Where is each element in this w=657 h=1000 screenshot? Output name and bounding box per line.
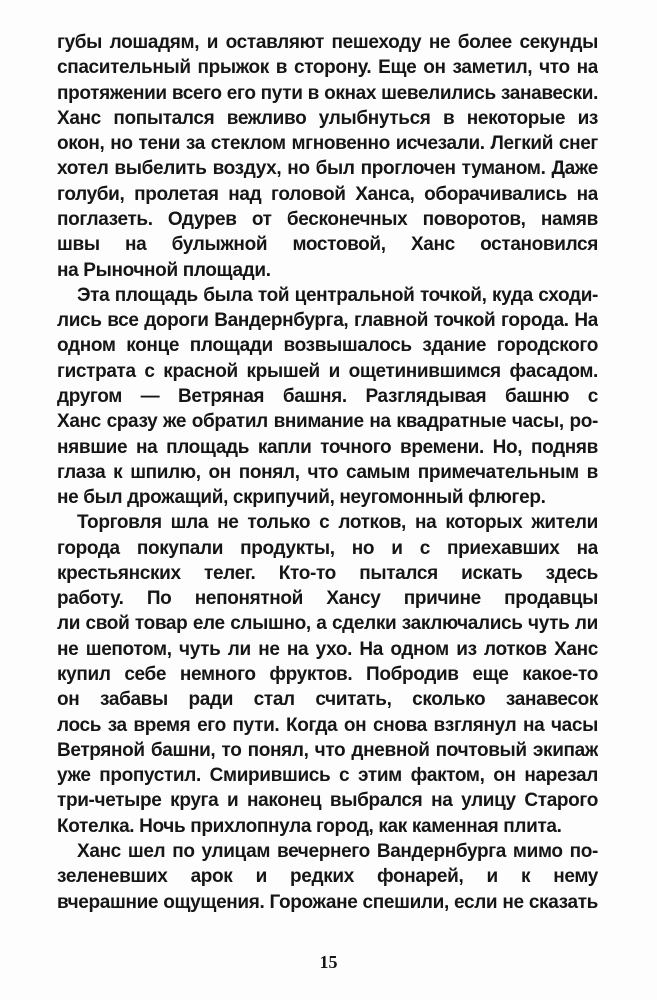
text-line: лось за время его пути. Когда он снова взглянул на часы (57, 714, 598, 736)
text-line: Ветряной башни, то понял, что дневной почтовый экипаж (57, 739, 598, 761)
text-line: окон, но тени за стеклом мгновенно исчезали. Легкий снег (57, 133, 598, 155)
text-line: глаза к шпилю, он понял, что самым примечательным в (57, 461, 598, 483)
text-line: поглазеть. Одурев от бесконечных поворотов, намяв (57, 208, 598, 230)
text-line: одном конце площади возвышалось здание городского (57, 335, 598, 357)
body-text (57, 30, 598, 915)
text-line: хотел выбелить воздух, но был проглочен туманом. Даже (57, 158, 598, 180)
text-line: Торговля шла не только с лотков, на которых жители (77, 512, 598, 534)
text-line: другом — Ветряная башня. Разглядывая башню с (57, 385, 598, 407)
text-line: три-четыре круга и наконец выбрался на улицу Старого (57, 790, 598, 812)
text-line: Ханс попытался вежливо улыбнуться в некоторые из (57, 107, 598, 129)
text-line: работу. По непонятной Хансу причине продавцы (57, 588, 598, 610)
text-line: швы на булыжной мостовой, Ханс остановился (57, 234, 598, 256)
text-line: зеленевших арок и редких фонарей, и к нему (57, 866, 598, 888)
text-line: ли свой товар еле слышно, а сделки заключались чуть ли (57, 613, 598, 635)
text-line: нявшие на площадь капли точного времени. Но, подняв (57, 436, 598, 458)
text-line: уже пропустил. Смирившись с этим фактом, он нарезал (57, 765, 598, 787)
text-line: Ханс шел по улицам вечернего Вандернбурга мимо по- (77, 841, 598, 862)
text-line: на Рыночной площади. (57, 259, 271, 281)
text-line: Эта площадь была той центральной точкой, куда сходи- (77, 284, 598, 306)
text-line: купил себе немного фруктов. Побродив еще какое-то (57, 664, 598, 686)
text-line: вчерашние ощущения. Горожане спешили, если не сказать (57, 891, 598, 913)
text-line: он забавы ради стал считать, сколько занавесок (57, 689, 598, 711)
text-line: протяжении всего его пути в окнах шевелились занавески. (57, 82, 598, 104)
text-line: спасительный прыжок в сторону. Еще он заметил, что на (57, 57, 598, 79)
text-line: не шепотом, чуть ли не на ухо. На одном из лотков Ханс (57, 638, 598, 660)
text-line: гистрата с красной крышей и ощетинившимся фасадом. (57, 360, 598, 382)
text-line: Ханс сразу же обратил внимание на квадратные часы, ро- (57, 411, 598, 433)
text-line: Котелка. Ночь прихлопнула город, как каменная плита. (57, 815, 562, 837)
text-line: не был дрожащий, скрипучий, неугомонный флюгер. (57, 487, 546, 509)
text-line: лись все дороги Вандернбурга, главной точкой города. На (57, 310, 598, 332)
text-line: крестьянских телег. Кто-то пытался искать здесь (57, 562, 598, 584)
text-line: города покупали продукты, но и с приехавших на (57, 537, 598, 559)
text-line: губы лошадям, и оставляют пешеходу не более секунды (57, 32, 598, 53)
text-line: голуби, пролетая над головой Ханса, оборачивались на (57, 183, 598, 205)
page-number: 15 (319, 952, 338, 972)
